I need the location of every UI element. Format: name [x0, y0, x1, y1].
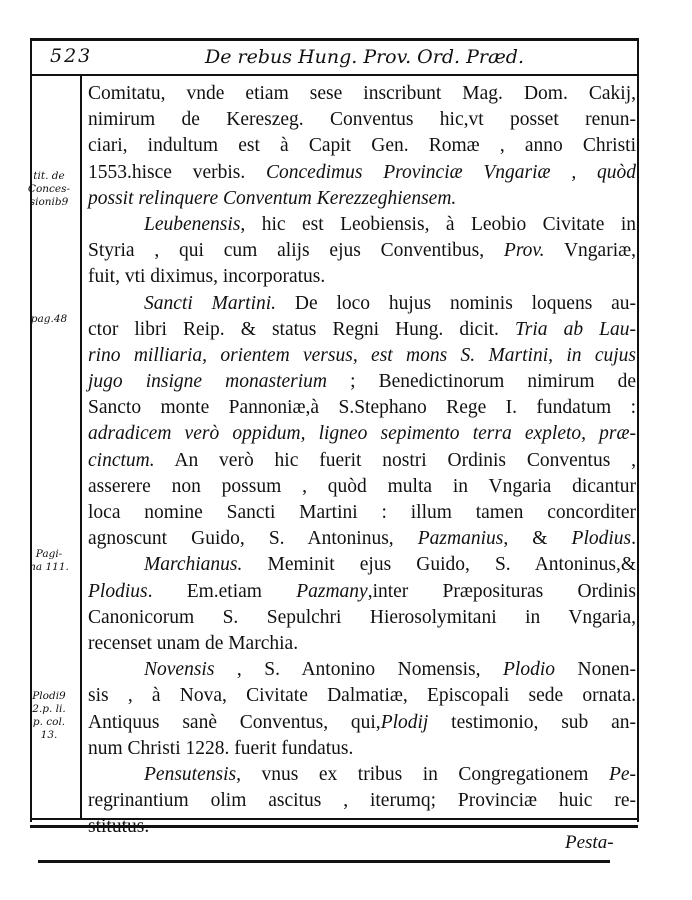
text-line — [88, 186, 636, 212]
roman-text: Comitatu, vnde etiam sese inscribunt Mag. Dom. Cakij, — [88, 83, 636, 104]
main-text — [88, 81, 636, 840]
text-line — [88, 264, 636, 290]
text-line — [88, 133, 636, 159]
text-line — [88, 212, 636, 238]
roman-text: Antiquus sanè Conventus, qui, — [88, 711, 381, 733]
text-line — [88, 421, 636, 447]
roman-text: sis , à Nova, Civitate Dalmatiæ, Episcopali sede ornata. — [88, 685, 636, 707]
roman-text: fuit, vti diximus, incorporatus. — [88, 266, 326, 288]
text-line — [88, 552, 636, 578]
roman-text: regrinantium olim ascitus , iterumq; Provinciæ huic re- — [88, 790, 636, 812]
top-rule — [30, 38, 638, 41]
text-line — [88, 579, 636, 605]
text-line — [88, 814, 636, 840]
italic-text: Concedimus Provinciæ Vngariæ , quòd — [266, 161, 636, 183]
roman-text: ,inter Præposituras Ordinis — [367, 580, 636, 602]
italic-text: possit relinquere Conventum Kerezzeghiensem. — [88, 187, 457, 209]
roman-text: nimirum de Kereszeg. Conventus hic,vt posset renun- — [88, 109, 636, 131]
roman-text: De loco hujus nominis loquens au- — [276, 292, 637, 314]
roman-text: . Em.etiam — [147, 580, 297, 602]
italic-text: rino milliaria, orientem versus, est mons S. Martini, in cujus — [88, 344, 636, 366]
italic-text: Leubenensis — [144, 213, 241, 235]
italic-text: Plodius — [571, 528, 632, 550]
margin-note-plodi: Plodi9 2.p. li. p. col. 13. — [32, 690, 66, 741]
text-line — [88, 238, 636, 264]
italic-text: Pensutensis — [144, 763, 237, 785]
roman-text: Vngariæ, — [544, 240, 636, 262]
text-line — [88, 291, 636, 317]
running-head-title: De rebus Hung. Prov. Ord. Præd. — [205, 46, 525, 68]
roman-text: agnoscunt Guido, S. Antoninus, — [88, 528, 418, 550]
text-line — [88, 500, 636, 526]
running-header — [40, 45, 640, 71]
roman-text: testimonio, sub an- — [428, 711, 636, 733]
margin-column-rule — [80, 76, 82, 820]
text-line — [88, 736, 636, 762]
text-line — [88, 395, 636, 421]
italic-text: Sancti Martini. — [144, 292, 277, 314]
italic-text: Prov. — [503, 240, 545, 262]
roman-text: stitutus. — [88, 816, 150, 838]
italic-text: jugo insigne monasterium — [88, 371, 328, 393]
text-line — [88, 343, 636, 369]
margin-note-pag111: Pagi- na 111. — [29, 548, 69, 573]
roman-text: Sancto monte Pannoniæ,à S.Stephano Rege I. fundatum : — [88, 397, 636, 419]
text-line — [88, 683, 636, 709]
foot-rule — [38, 860, 610, 863]
roman-text: An verò hic fuerit nostri Ordinis Conventus , — [154, 449, 636, 471]
text-line — [88, 710, 636, 736]
roman-text: Nonen- — [555, 659, 637, 681]
roman-text: , hic est Leobiensis, à Leobio Civitate in — [240, 213, 636, 235]
roman-text: 1553.hisce verbis. — [88, 161, 267, 183]
header-rule — [30, 74, 638, 76]
roman-text: ; Benedictinorum nimirum de — [327, 371, 636, 393]
italic-text: Plodij — [380, 711, 429, 733]
text-line — [88, 762, 636, 788]
text-line — [88, 160, 636, 186]
italic-text: Marchianus. — [144, 554, 243, 576]
text-line — [88, 81, 636, 107]
italic-text: Pazmanius — [417, 528, 504, 550]
roman-text: loca nomine Sancti Martini : illum tamen concorditer — [88, 502, 636, 523]
roman-text: recenset unam de Marchia. — [88, 632, 299, 654]
text-line — [88, 526, 636, 552]
roman-text: . — [631, 528, 636, 550]
right-outer-rule — [637, 38, 639, 822]
roman-text: num Christi 1228. fuerit fundatus. — [88, 737, 354, 759]
catchword: Pesta- — [565, 832, 614, 853]
margin-note-pag48: pag.48 — [30, 313, 68, 325]
roman-text: asserere non possum , quòd multa in Vngaria dicantur — [88, 475, 636, 497]
roman-text: ciari, indultum est à Capit Gen. Romæ , anno Christi — [88, 135, 636, 157]
italic-text: adradicem verò oppidum, ligneo sepimento terra expleto, præ- — [88, 423, 636, 445]
italic-text: Pe- — [608, 763, 636, 785]
italic-text: Plodius — [88, 580, 148, 602]
text-line — [88, 605, 636, 631]
text-line — [88, 448, 636, 474]
page-number: 523 — [50, 45, 93, 67]
roman-text: , vnus ex tribus in Congregationem — [236, 763, 609, 785]
roman-text: , & — [503, 528, 572, 550]
margin-note-tit: tit. de Conces- sionib9 — [27, 170, 71, 208]
text-line — [88, 788, 636, 814]
roman-text: ctor libri Reip. & status Regni Hung. dicit. — [88, 318, 515, 340]
italic-text: Plodio — [503, 659, 556, 681]
text-line — [88, 369, 636, 395]
text-line — [88, 107, 636, 133]
italic-text: Tria ab Lau- — [514, 318, 636, 340]
text-line — [88, 631, 636, 657]
roman-text: , S. Antonino Nomensis, — [214, 659, 504, 681]
roman-text: Meminit ejus Guido, S. Antoninus,& — [242, 554, 636, 576]
roman-text: Styria , qui cum alijs ejus Conventibus, — [88, 240, 504, 262]
italic-text: Novensis — [144, 659, 215, 681]
text-line — [88, 474, 636, 500]
text-line — [88, 317, 636, 343]
roman-text: Canonicorum S. Sepulchri Hierosolymitani in Vngaria, — [88, 606, 636, 628]
italic-text: cinctum. — [88, 449, 155, 471]
text-line — [88, 657, 636, 683]
italic-text: Pazmany — [296, 580, 368, 602]
